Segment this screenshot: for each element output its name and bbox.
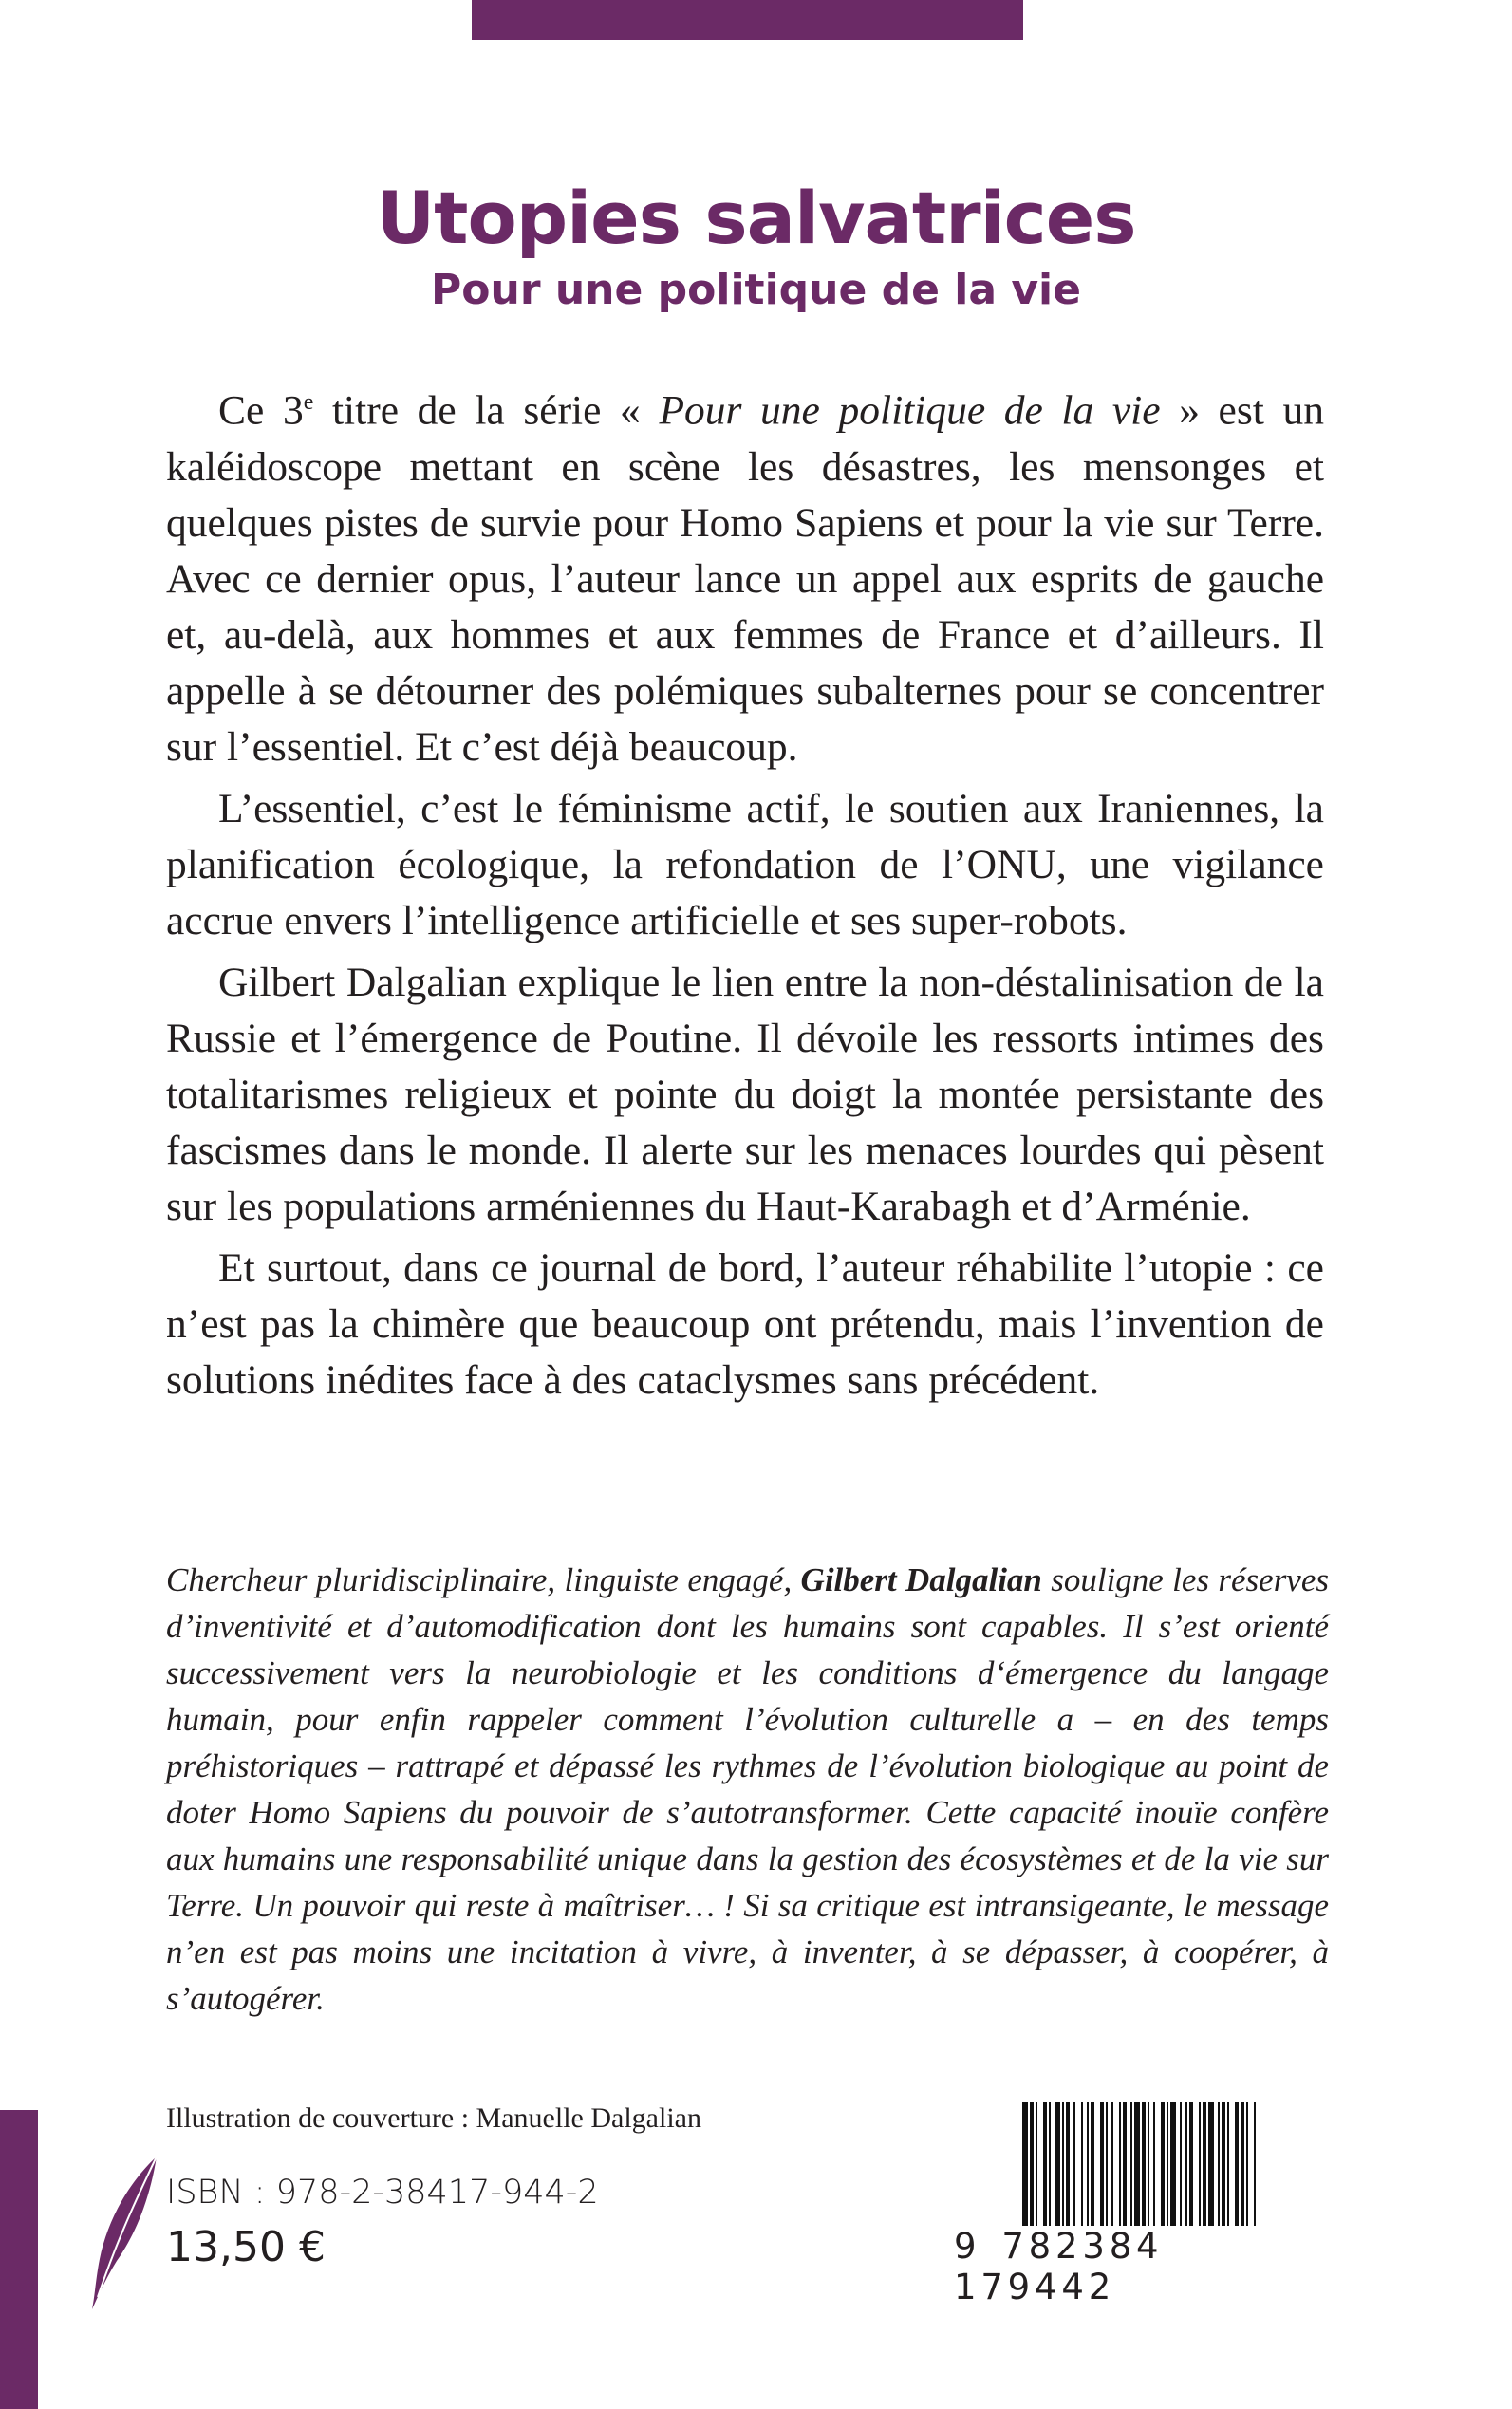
illustration-credit: Illustration de couverture : Manuelle Dalgalian: [166, 2102, 701, 2134]
summary-paragraph-2: L’essentiel, c’est le féminisme actif, le soutien aux Iraniennes, la planification écologique, la refondation de l’ONU, une vigilance accrue envers l’intelligence artificielle et ses super-robots.: [166, 785, 1324, 943]
summary-paragraph-3: Gilbert Dalgalian explique le lien entre la non-déstalinisation de la Russie et l’émergence de Poutine. Il dévoile les ressorts intimes des totalitarismes religieux et pointe du doigt la montée persistante des fascismes dans le monde. Il alerte sur les menaces lourdes qui pèsent sur les populations arméniennes du Haut-Karabagh et d’Arménie.: [166, 959, 1324, 1229]
author-bio: Chercheur pluridisciplinaire, linguiste engagé, Gilbert Dalgalian souligne les réserves d’inventivité et d’automodification dont les humains sont capables. Il s’est orienté successivement vers la neurobiologie et les conditions d‘émergence du langage humain, pour enfin rappeler comment l’évolution culturelle a – en des temps préhistoriques – rattrapé et dépassé les rythmes de l’évolution biologique au point de doter Homo Sapiens du pouvoir de s’autotransformer. Cette capacité inouïe confère aux humains une responsabilité unique dans la gestion des écosystèmes et de la vie sur Terre. Un pouvoir qui reste à maîtriser… ! Si sa critique est intransigeante, le message n’en est pas moins une incitation à vivre, à inventer, à se dépasser, à coopérer, à s’autogérer.: [166, 1561, 1330, 2017]
book-subtitle: Pour une politique de la vie: [431, 266, 1081, 314]
left-accent-strip: [0, 2110, 38, 2409]
feather-icon: [90, 2155, 161, 2311]
summary-paragraph-4: Et surtout, dans ce journal de bord, l’auteur réhabilite l’utopie : ce n’est pas la chimère que beaucoup ont prétendu, mais l’invention de solutions inédites face à des cataclysmes sans précédent.: [166, 1244, 1324, 1403]
summary-text: [166, 375, 1324, 1414]
top-accent-bar: [472, 0, 1023, 40]
barcode-number: 9 782384179442: [954, 2226, 1329, 2307]
author-name: Gilbert Dalgalian: [800, 1561, 1042, 1598]
summary-paragraph-1: Ce 3e titre de la série « Pour une politique de la vie » est un kaléidoscope mettant en scène les désastres, les mensonges et quelques pistes de survie pour Homo Sapiens et pour la vie sur Terre. Avec ce dernier opus, l’auteur lance un appel aux esprits de gauche et, au-delà, aux hommes et aux femmes de France et d’ailleurs. Il appelle à se détourner des polémiques subalternes pour se concentrer sur l’essentiel. Et c’est déjà beaucoup.: [166, 387, 1324, 770]
price: 13,50 €: [166, 2223, 326, 2271]
isbn: ISBN : 978-2-38417-944-2: [166, 2174, 599, 2212]
book-title: Utopies salvatrices: [376, 176, 1136, 260]
